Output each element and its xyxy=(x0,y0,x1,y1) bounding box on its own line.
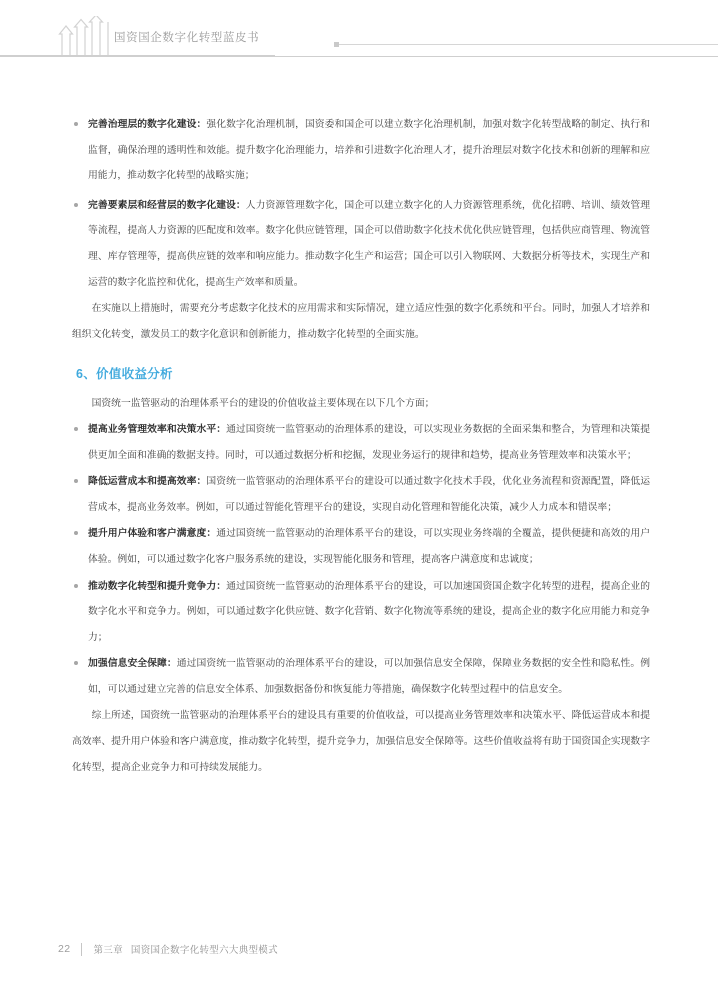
paragraph-section-intro: 国资统一监管驱动的治理体系平台的建设的价值收益主要体现在以下几个方面； xyxy=(91,398,435,410)
bullet-dot-icon xyxy=(74,479,78,483)
list-item-lead: 完善治理层的数字化建设： xyxy=(88,119,207,130)
list-item-paragraph xyxy=(88,469,650,520)
list-item-paragraph xyxy=(88,521,650,572)
page-number: 22 xyxy=(58,943,71,955)
page-footer xyxy=(0,934,718,956)
footer-divider xyxy=(81,943,82,956)
bullet-dot-icon xyxy=(74,122,78,126)
list-item xyxy=(72,521,650,572)
list-item xyxy=(72,574,650,651)
growth-arrows-icon xyxy=(58,16,114,56)
list-item-body: 国资统一监管驱动的治理体系平台的建设可以通过数字化技术手段，优化业务流程和资源配置，降低运营成本，提高业务效率。例如，可以通过智能化管理平台的建设，实现自动化管理和智能化决策，减少人力成本和错误率； xyxy=(88,476,651,513)
list-item-lead: 提升用户体验和客户满意度： xyxy=(88,528,217,540)
list-item-body: 强化数字化治理机制，国资委和国企可以建立数字化治理机制，加强对数字化转型战略的制定、执行和监督，确保治理的透明性和效能。提升数字化治理能力，培养和引进数字化治理人才，提升治理层对数字化技术和创新的理解和应用能力，推动数字化转型的战略实施； xyxy=(88,119,651,182)
bullet-dot-icon xyxy=(74,203,78,207)
paragraph-implementation-note: 在实施以上措施时，需要充分考虑数字化技术的应用需求和实际情况，建立适应性强的数字化系统和平台。同时，加强人才培养和组织文化转变，激发员工的数字化意识和创新能力，推动数字化转型的全面实施。 xyxy=(72,303,651,340)
list-item-lead: 加强信息安全保障： xyxy=(88,658,177,670)
bullet-dot-icon xyxy=(74,584,78,588)
list-item-lead: 完善要素层和经营层的数字化建设： xyxy=(88,199,246,211)
bullet-dot-icon xyxy=(74,661,78,665)
list-item-body: 通过国资统一监管驱动的治理体系平台的建设，可以实现业务终端的全覆盖，提供便捷和高效的用户体验。例如，可以通过数字化客户服务系统的建设，实现智能化服务和管理，提高客户满意度和忠诚度； xyxy=(88,528,651,565)
list-item xyxy=(72,651,650,702)
list-item-body: 人力资源管理数字化，国企可以建立数字化的人力资源管理系统，优化招聘、培训、绩效管理等流程，提高人力资源的匹配度和效率。数字化供应链管理，国企可以借助数字化技术优化供应链管理，包括供应商管理、物流管理、库存管理等，提高供应链的效率和响应能力。推动数字化生产和运营；国企可以引入物联网、大数据分析等技术，实现生产和运营的数字化监控和优化，提高生产效率和质量。 xyxy=(88,199,651,288)
page-header xyxy=(0,0,718,68)
bullet-dot-icon xyxy=(74,427,78,431)
list-item-lead: 降低运营成本和提高效率： xyxy=(88,476,207,488)
header-divider xyxy=(0,56,718,57)
page-content xyxy=(72,112,650,780)
list-item xyxy=(72,417,650,468)
list-item xyxy=(72,112,650,189)
paragraph-summary: 综上所述，国资统一监管驱动的治理体系平台的建设具有重要的价值收益，可以提高业务管理效率和决策水平、降低运营成本和提高效率、提升用户体验和客户满意度，推动数字化转型，提升竞争力，加强信息安全保障等。这些价值收益将有助于国资国企实现数字化转型，提高企业竞争力和可持续发展能力。 xyxy=(72,710,651,773)
list-item xyxy=(72,193,650,295)
list-item-body: 通过国资统一监管驱动的治理体系的建设，可以实现业务数据的全面采集和整合，为管理和决策提供更加全面和准确的数据支持。同时，可以通过数据分析和挖掘，发现业务运行的规律和趋势，提高业务管理效率和决策水平； xyxy=(88,423,651,461)
header-rule-right xyxy=(339,44,718,45)
header-title: 国资国企数字化转型蓝皮书 xyxy=(114,32,260,44)
list-item-paragraph xyxy=(88,112,650,189)
list-item-lead: 推动数字化转型和提升竞争力： xyxy=(88,580,227,592)
list-item-body: 通过国资统一监管驱动的治理体系平台的建设，可以加强信息安全保障，保障业务数据的安全性和隐私性。例如，可以通过建立完善的信息安全体系、加强数据备份和恢复能力等措施，确保数字化转型过程中的信息安全。 xyxy=(88,658,651,695)
list-item-lead: 提高业务管理效率和决策水平： xyxy=(88,423,227,435)
list-item xyxy=(72,469,650,520)
list-item-paragraph xyxy=(88,417,650,468)
chapter-label: 第三章 xyxy=(93,945,123,956)
list-item-body: 通过国资统一监管驱动的治理体系平台的建设，可以加速国资国企数字化转型的进程，提高企业的数字化水平和竞争力。例如，可以通过数字化供应链、数字化营销、数字化物流等系统的建设，提高企业的数字化应用能力和竞争力； xyxy=(88,580,651,643)
bullet-dot-icon xyxy=(74,531,78,535)
list-item-paragraph xyxy=(88,651,650,702)
list-item-paragraph xyxy=(88,574,650,651)
header-inner xyxy=(58,0,718,56)
footer-chapter xyxy=(93,942,277,956)
section-heading-value-analysis: 6、价值收益分析 xyxy=(76,367,173,382)
footer-inner xyxy=(58,942,278,956)
chapter-title: 国资国企数字化转型六大典型模式 xyxy=(130,945,278,956)
list-item-paragraph xyxy=(88,193,650,295)
